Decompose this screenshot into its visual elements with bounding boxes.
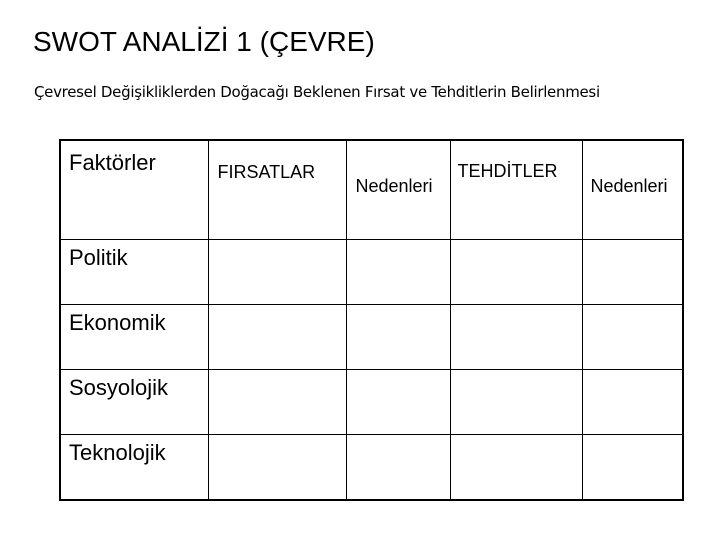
table-row (60, 240, 683, 305)
cell-political-opportunities (208, 240, 346, 305)
cell-sociological-threats (450, 370, 582, 435)
cell-technological-threat-reasons (582, 435, 683, 501)
cell-economic-opportunity-reasons (346, 305, 450, 370)
header-threat-reasons: Nedenleri (582, 140, 683, 240)
cell-political-threat-reasons (582, 240, 683, 305)
row-label-technological: Teknolojik (60, 435, 208, 501)
header-opportunity-reasons: Nedenleri (346, 140, 450, 240)
cell-sociological-threat-reasons (582, 370, 683, 435)
cell-political-opportunity-reasons (346, 240, 450, 305)
row-label-sociological: Sosyolojik (60, 370, 208, 435)
slide-title: SWOT ANALİZİ 1 (ÇEVRE) (33, 26, 375, 57)
header-factors: Faktörler (60, 140, 208, 240)
table-row (60, 305, 683, 370)
cell-economic-opportunities (208, 305, 346, 370)
header-opportunities: FIRSATLAR (208, 140, 346, 240)
swot-table (59, 139, 684, 501)
cell-technological-threats (450, 435, 582, 501)
cell-sociological-opportunities (208, 370, 346, 435)
cell-technological-opportunity-reasons (346, 435, 450, 501)
cell-political-threats (450, 240, 582, 305)
table-row (60, 370, 683, 435)
cell-sociological-opportunity-reasons (346, 370, 450, 435)
cell-technological-opportunities (208, 435, 346, 501)
row-label-economic: Ekonomik (60, 305, 208, 370)
cell-economic-threat-reasons (582, 305, 683, 370)
table-row (60, 435, 683, 501)
header-row (60, 140, 683, 240)
slide-subtitle: Çevresel Değişikliklerden Doğacağı Beklenen Fırsat ve Tehditlerin Belirlenmesi (34, 83, 600, 101)
row-label-political: Politik (60, 240, 208, 305)
cell-economic-threats (450, 305, 582, 370)
header-threats: TEHDİTLER (450, 140, 582, 240)
